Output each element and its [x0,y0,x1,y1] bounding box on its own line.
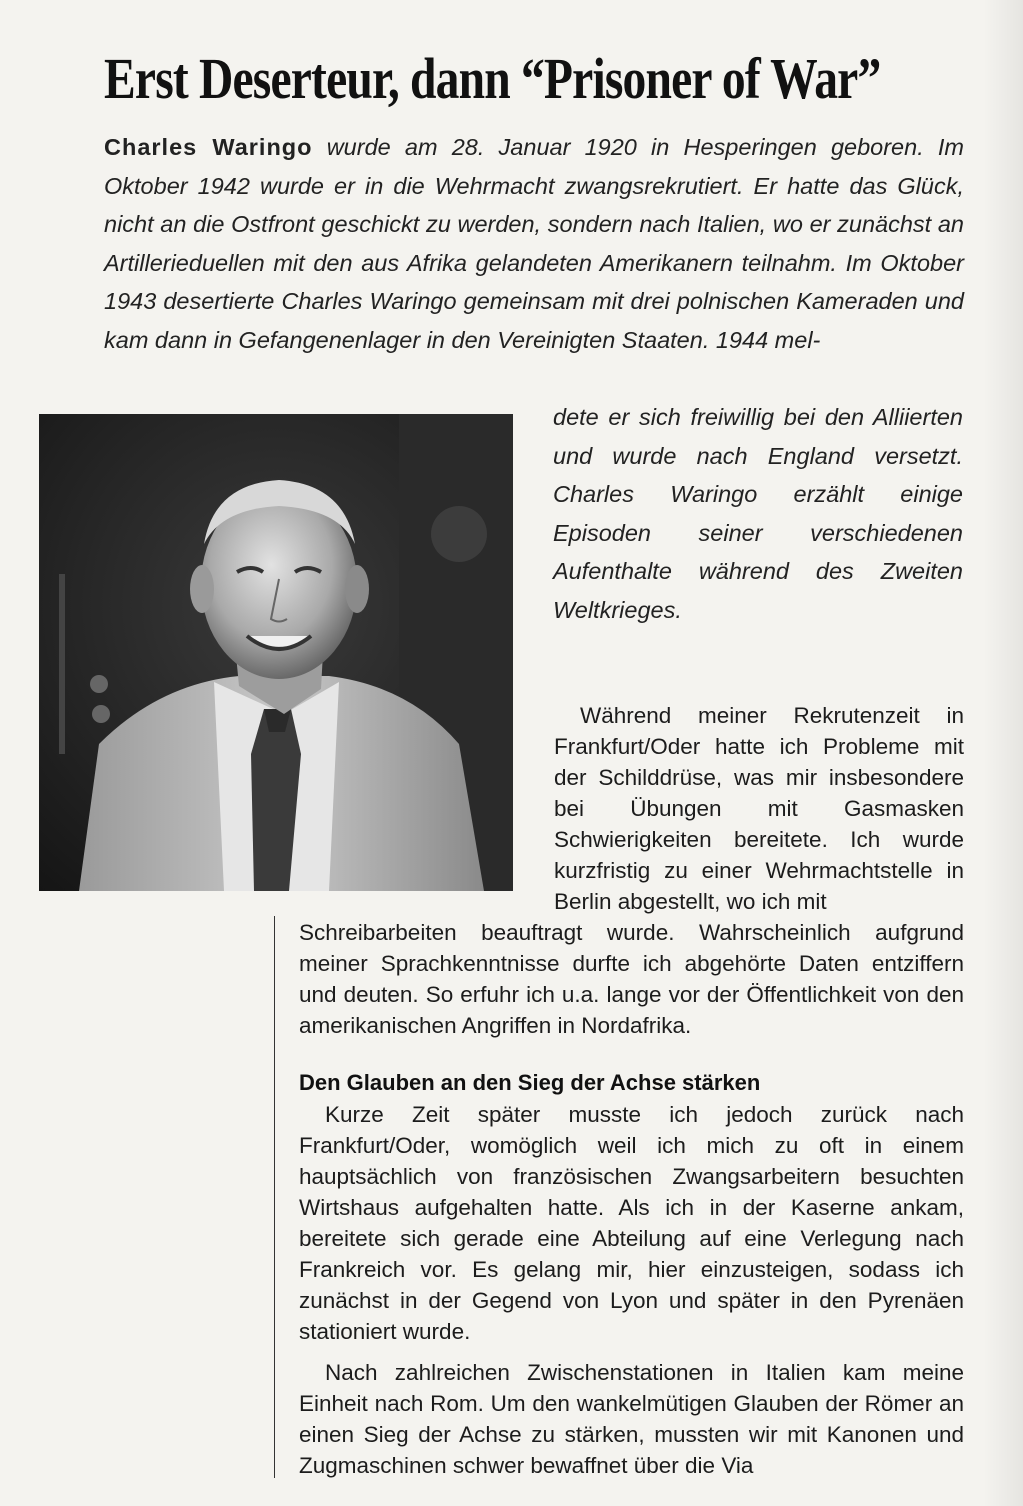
body-paragraph-1-start: Während meiner Rekrutenzeit in Frankfurt/Oder hatte ich Probleme mit der Schilddrüse, was mir insbesondere bei Übungen mit Gasmasken Schwierigkeiten bereitete. Ich wurde kurzfristig zu einer Wehrmachtstelle in Berlin abgestellt, wo ich mit [554,703,964,914]
portrait-photo [39,414,513,891]
intro-paragraph [104,128,964,359]
intro-paragraph-continued: dete er sich freiwillig bei den Alliierten und wurde nach England versetzt. Charles Waringo erzählt einige Episoden seiner verschiedenen Aufenthalte während des Zweiten Weltkrieges. [553,404,963,623]
body-paragraph-1-continued: Schreibarbeiten beauftragt wurde. Wahrscheinlich aufgrund meiner Sprachkenntnisse durfte ich abgehörte Daten entziffern und deuten. So erfuhr ich u.a. lange vor der Öffentlichkeit von den amerikanischen Angriffen in Nordafrika. [299,920,964,1038]
article-title: Erst Deserteur, dann “Prisoner of War” [104,46,881,111]
section-heading: Den Glauben an den Sieg der Achse stärken [299,1070,761,1095]
body-paragraph-3: Nach zahlreichen Zwischenstationen in Italien kam meine Einheit nach Rom. Um den wankelmütigen Glauben der Römer an einen Sieg der Achse zu stärken, mussten wir mit Kanonen und Zugmaschinen schwer bewaffnet über die Via [299,1360,964,1478]
intro-person-name: Charles Waringo [104,134,313,160]
section-body [299,1099,964,1491]
body-paragraph-2: Kurze Zeit später musste ich jedoch zurück nach Frankfurt/Oder, womöglich weil ich mich zu oft in einem hauptsächlich von französischen Zwangsarbeitern besuchten Wirtshaus aufgehalten hatte. Als ich in der Kaserne ankam, bereitete sich gerade eine Abteilung auf eine Verlegung nach Frankreich vor. Es gelang mir, hier einzusteigen, sodass ich zunächst in der Gegend von Lyon und später in den Pyrenäen stationiert wurde. [299,1102,964,1344]
body-paragraph-1-right-column [554,700,964,917]
page-edge-shadow [983,0,1023,1506]
intro-text-top: wurde am 28. Januar 1920 in Hesperingen geboren. Im Oktober 1942 wurde er in die Wehrmacht zwangsrekrutiert. Er hatte das Glück, nicht an die Ostfront geschickt zu werden, sondern nach Italien, wo er zunächst an Artillerieduellen mit den aus Afrika gelandeten Amerikanern teilnahm. Im Oktober 1943 desertierte Charles Waringo gemeinsam mit drei polnischen Kameraden und kam dann in Gefangenenlager in den Vereinigten Staaten. 1944 mel- [104,134,965,353]
column-rule [274,916,275,1478]
